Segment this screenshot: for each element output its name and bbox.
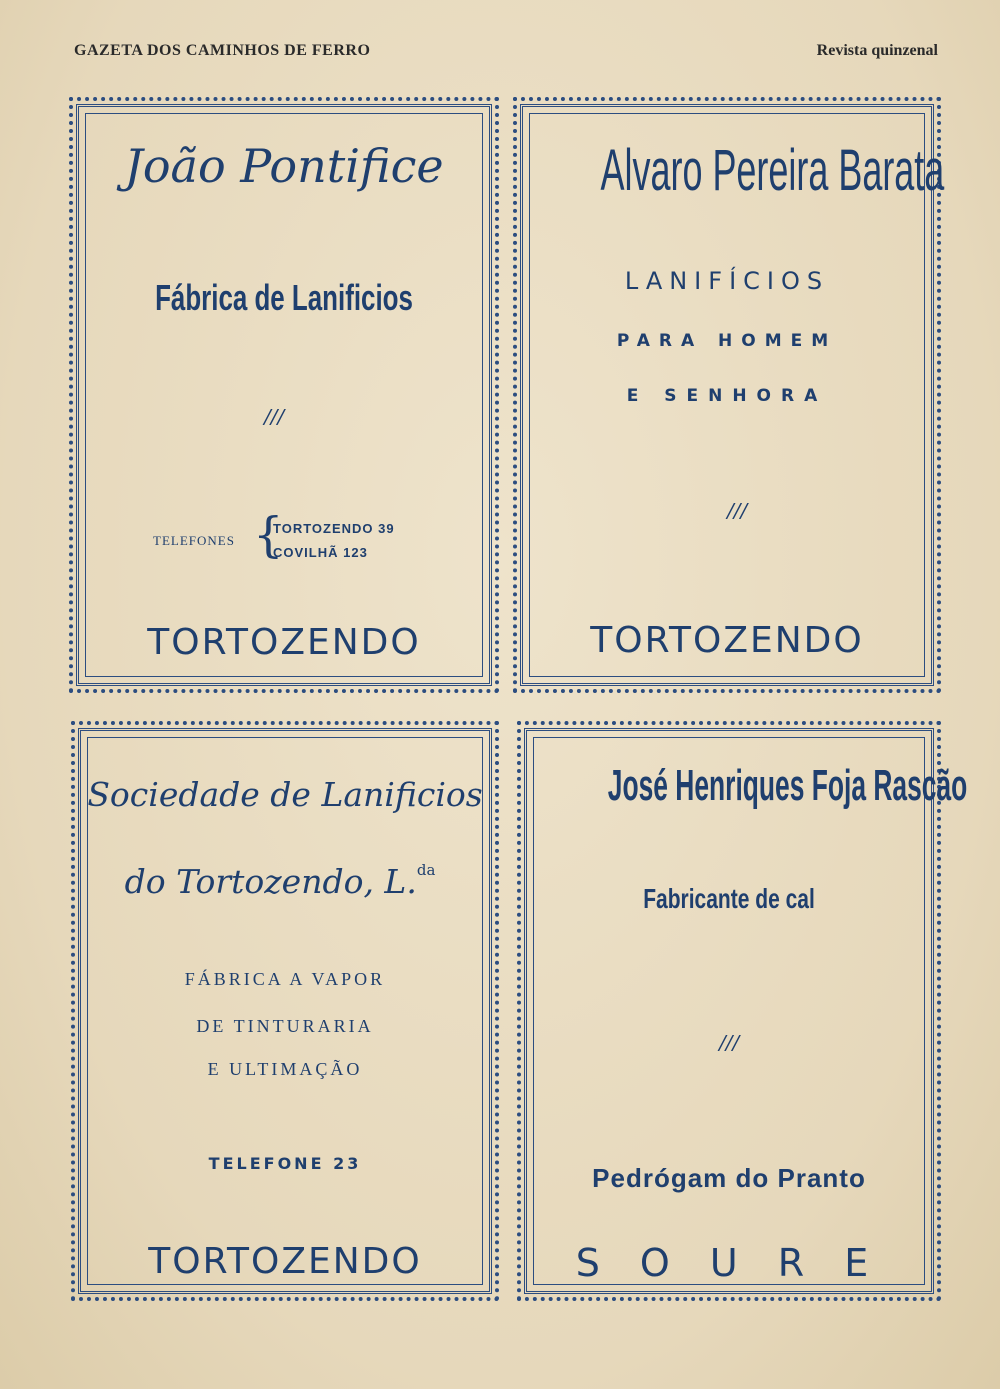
ad-jose-henriques-foja-rascao bbox=[524, 728, 968, 1294]
ad-line-tinturaria: DE TINTURARIA bbox=[196, 1016, 374, 1036]
ad-subtitle: Fábrica de Lanificios bbox=[155, 277, 413, 318]
ad-line-ultimacao: E ULTIMAÇÃO bbox=[207, 1059, 363, 1079]
ad-marks: /// bbox=[263, 405, 284, 431]
ad-place: S O U R E bbox=[575, 1241, 883, 1285]
ad-place: TORTOZENDO bbox=[590, 620, 864, 661]
ad-place: TORTOZENDO bbox=[148, 1241, 422, 1282]
company-name-line2-text: do Tortozendo, L. bbox=[124, 862, 417, 901]
phone-covilha: COVILHÃ 123 bbox=[273, 545, 368, 560]
ad-line-senhora: E SENHORA bbox=[626, 386, 828, 406]
ad-phone: TELEFONE 23 bbox=[208, 1154, 362, 1173]
journal-title: GAZETA DOS CAMINHOS DE FERRO bbox=[74, 42, 371, 59]
ad-marks: /// bbox=[726, 499, 747, 525]
ad-company-name: Alvaro Pereira Barata bbox=[600, 138, 945, 203]
ad-alvaro-pereira-barata bbox=[520, 104, 945, 686]
journal-frequency: Revista quinzenal bbox=[816, 42, 938, 59]
ad-sociedade-lanificios bbox=[78, 728, 492, 1294]
running-head bbox=[74, 42, 938, 66]
ad-company-name: João Pontifice bbox=[124, 139, 444, 193]
ad-inner-border bbox=[85, 113, 483, 677]
ad-town: Pedrógam do Pranto bbox=[592, 1163, 866, 1193]
phones-label: TELEFONES bbox=[153, 533, 235, 548]
ad-subtitle: Fabricante de cal bbox=[643, 883, 815, 914]
ad-company-name-line1: Sociedade de Lanificios bbox=[87, 775, 483, 814]
ad-phones bbox=[153, 507, 513, 565]
ad-inner-border bbox=[87, 737, 483, 1285]
ad-company-name-line2 bbox=[71, 861, 489, 901]
ad-inner-border bbox=[533, 737, 968, 1285]
company-abbrev-superscript: da bbox=[416, 861, 436, 879]
ad-line-homem: PARA HOMEM bbox=[616, 331, 838, 351]
ad-joao-pontifice bbox=[76, 104, 492, 686]
ad-line-lanificios: LANIFÍCIOS bbox=[624, 267, 830, 295]
phone-tortozendo: TORTOZENDO 39 bbox=[273, 521, 395, 536]
ad-place: TORTOZENDO bbox=[147, 622, 421, 663]
ad-line-fabrica: FÁBRICA A VAPOR bbox=[184, 969, 386, 989]
ad-company-name: José Henriques Foja Rascão bbox=[607, 761, 968, 810]
brace-glyph: { bbox=[253, 507, 284, 563]
ad-marks: /// bbox=[718, 1031, 739, 1057]
